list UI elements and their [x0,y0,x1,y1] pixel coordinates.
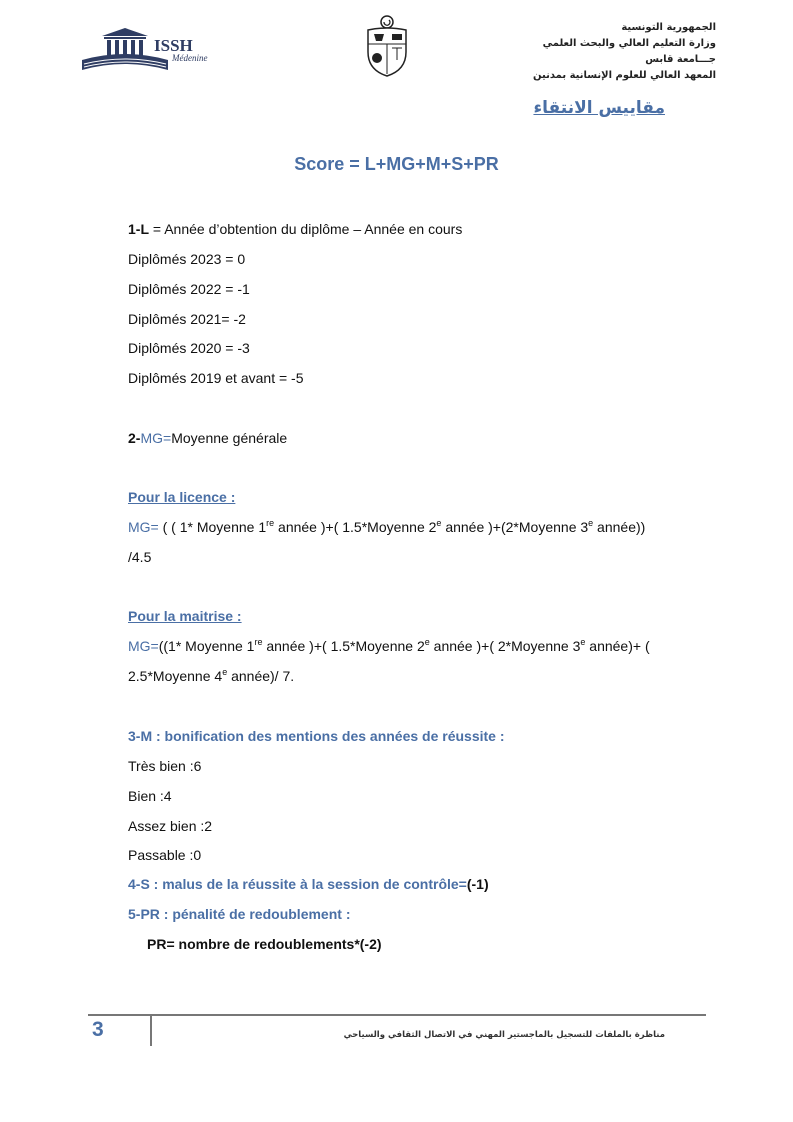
arabic-header-line: الجمهورية التونسية [621,22,716,33]
list-item: Bien :4 [128,788,172,804]
tunisia-emblem-icon [362,14,412,78]
mg-label: MG= [128,638,159,654]
logo-title: ISSH [154,36,193,55]
arabic-header-line: المعهد العالي للعلوم الإنسانية بمدنين [533,70,716,81]
footer-text: مناظرة بالملفات للتسجيل بالماجستير المهني في الاتصال الثقافي والسياحي [343,1030,665,1040]
formula-part: année)/ 7. [227,668,295,684]
section4-value: (-1) [466,876,489,892]
superscript: e [436,518,442,528]
list-item: Diplômés 2022 = -1 [128,281,250,297]
formula-part: ((1* Moyenne 1 [158,638,255,654]
formula-part: année )+(2*Moyenne 3 [441,519,589,535]
superscript: re [266,518,275,528]
licence-formula [128,518,645,536]
list-item: Diplômés 2023 = 0 [128,251,246,267]
section1-key: L [140,221,150,237]
formula-part: année)) [593,519,646,535]
section1-number: 1- [128,221,141,237]
maitrise-formula [128,637,650,655]
superscript: e [588,518,594,528]
list-item: Assez bien :2 [128,818,213,834]
section1-desc: = Année d’obtention du diplôme – Année en cours [149,221,463,237]
formula-part: 2.5*Moyenne 4 [128,668,223,684]
superscript: e [580,637,586,647]
list-item: Passable :0 [128,847,202,863]
arabic-page-title: مقاييس الانتقاء [533,98,665,118]
section2-desc: Moyenne générale [171,430,288,446]
arabic-header-line: جـــامعة قابس [645,54,716,65]
logo-subtitle: Médenine [172,53,208,63]
section2-eq: = [163,430,172,446]
list-item: Diplômés 2020 = -3 [128,340,250,356]
licence-title: Pour la licence : [128,489,236,505]
section2-key: MG [140,430,164,446]
superscript: re [254,637,263,647]
formula-part: année)+ ( [585,638,650,654]
list-item: Très bien :6 [128,758,202,774]
arabic-header-line: وزارة التعليم العالي والبحث العلمي [542,38,716,49]
score-formula: Score = L+MG+M+S+PR [294,154,499,174]
section1-heading [128,220,462,238]
maitrise-title: Pour la maitrise : [128,608,242,624]
superscript: e [222,667,228,677]
formula-part: année )+( 1.5*Moyenne 2 [274,519,437,535]
formula-part: ( ( 1* Moyenne 1 [158,519,267,535]
page-number: 3 [92,1018,104,1041]
section4 [128,875,489,893]
issh-logo [80,26,230,76]
formula-part: année )+( 1.5*Moyenne 2 [262,638,425,654]
section2-number: 2- [128,430,141,446]
section4-title: 4-S : malus de la réussite à la session de contrôle= [128,876,467,892]
formula-part: année )+( 2*Moyenne 3 [429,638,581,654]
section5-title: 5-PR : pénalité de redoublement : [128,906,351,922]
footer-divider [88,1014,706,1016]
list-item: Diplômés 2021= -2 [128,311,246,327]
list-item: Diplômés 2019 et avant = -5 [128,370,304,386]
footer-vertical-divider [150,1016,152,1046]
section2-heading [128,429,287,447]
mg-label: MG= [128,519,159,535]
superscript: e [424,637,430,647]
section3-title: 3-M : bonification des mentions des années de réussite : [128,728,505,744]
arabic-header [496,20,716,84]
maitrise-formula-cont [128,667,294,685]
licence-divisor: /4.5 [128,549,152,565]
section5-formula: PR= nombre de redoublements*(-2) [147,936,382,952]
